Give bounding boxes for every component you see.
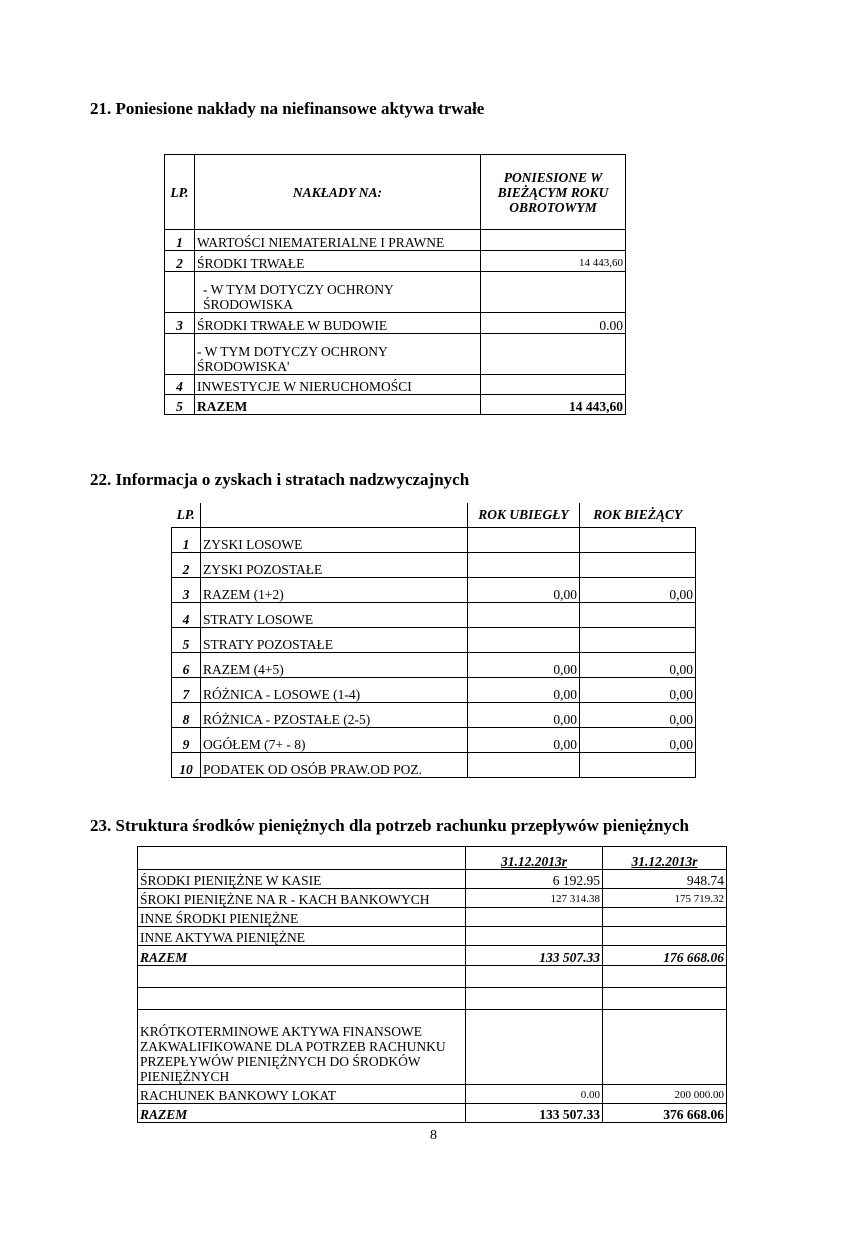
row-label: INNE ŚRODKI PIENIĘŻNE (138, 908, 466, 927)
cash-structure-table (137, 846, 727, 1123)
row-col2 (603, 908, 727, 927)
row-curr (580, 627, 696, 652)
table-row (172, 577, 696, 602)
section-21-title: 21. Poniesione nakłady na niefinansowe aktywa trwałe (90, 99, 485, 118)
total-row (165, 395, 626, 415)
row-lp: 1 (165, 230, 195, 251)
table-row (165, 334, 626, 375)
row-col1: 133 507.33 (466, 946, 603, 966)
row-lp: 10 (172, 752, 201, 777)
table-row (172, 727, 696, 752)
header-prev-year: ROK UBIEGŁY (468, 503, 580, 527)
row-prev: 0,00 (468, 702, 580, 727)
row-label: RÓŻNICA - PZOSTAŁE (2-5) (201, 702, 468, 727)
row-label: RAZEM (4+5) (201, 652, 468, 677)
header-naklady: NAKŁADY NA: (195, 155, 481, 230)
table-header-row (165, 155, 626, 230)
row-lp: 9 (172, 727, 201, 752)
row-prev: 0,00 (468, 652, 580, 677)
row-prev (468, 552, 580, 577)
row-value (481, 272, 626, 313)
row-label: RAZEM (138, 946, 466, 966)
row-lp: 5 (172, 627, 201, 652)
row-curr: 0,00 (580, 702, 696, 727)
row-curr (580, 552, 696, 577)
table-row (172, 602, 696, 627)
capex-table (164, 154, 626, 415)
row-lp: 2 (165, 251, 195, 272)
table-row (138, 889, 727, 908)
header-name (138, 847, 466, 870)
row-value (481, 230, 626, 251)
table-row (138, 908, 727, 927)
row-label: RACHUNEK BANKOWY LOKAT (138, 1085, 466, 1104)
row-lp: 4 (172, 602, 201, 627)
row-curr (580, 527, 696, 552)
row-lp: 1 (172, 527, 201, 552)
row-label: INNE AKTYWA PIENIĘŻNE (138, 927, 466, 946)
row-col2: 175 719.32 (603, 889, 727, 908)
table-row (172, 702, 696, 727)
table-row (138, 927, 727, 946)
table-row (165, 313, 626, 334)
row-lp (165, 334, 195, 375)
header-curr-year: ROK BIEŻĄCY (580, 503, 696, 527)
row-label: WARTOŚCI NIEMATERIALNE I PRAWNE (195, 230, 481, 251)
row-prev (468, 602, 580, 627)
table-row (138, 870, 727, 889)
table-row (165, 251, 626, 272)
row-lp: 7 (172, 677, 201, 702)
row-label: STRATY POZOSTAŁE (201, 627, 468, 652)
row-label (138, 988, 466, 1010)
table-row (165, 230, 626, 251)
row-prev (468, 527, 580, 552)
row-lp: 5 (165, 395, 195, 415)
row-value (481, 334, 626, 375)
row-value: 0.00 (481, 313, 626, 334)
row-col1: 127 314.38 (466, 889, 603, 908)
row-lp: 6 (172, 652, 201, 677)
row-label: ŚRODKI PIENIĘŻNE W KASIE (138, 870, 466, 889)
row-col2 (603, 966, 727, 988)
table-header-row (172, 503, 696, 527)
row-label: RAZEM (138, 1104, 466, 1123)
row-label: ZYSKI LOSOWE (201, 527, 468, 552)
table-row (138, 988, 727, 1010)
row-col2 (603, 1010, 727, 1085)
row-curr: 0,00 (580, 677, 696, 702)
row-col1: 133 507.33 (466, 1104, 603, 1123)
row-label: - W TYM DOTYCZY OCHRONY ŚRODOWISKA' (195, 334, 481, 375)
row-col1 (466, 1010, 603, 1085)
header-lp: LP. (165, 155, 195, 230)
row-curr (580, 602, 696, 627)
row-lp: 8 (172, 702, 201, 727)
row-lp: 3 (172, 577, 201, 602)
table-row (172, 652, 696, 677)
row-label: KRÓTKOTERMINOWE AKTYWA FINANSOWE ZAKWALIFIKOWANE DLA POTRZEB RACHUNKU PRZEPŁYWÓW PIENIĘŻNYCH DO ŚRODKÓW PIENIĘŻNYCH (138, 1010, 466, 1085)
table-row (138, 1085, 727, 1104)
row-col1: 0.00 (466, 1085, 603, 1104)
section-22-title: 22. Informacja o zyskach i stratach nadzwyczajnych (90, 470, 470, 489)
row-curr: 0,00 (580, 652, 696, 677)
table-row (165, 272, 626, 313)
table-row (172, 552, 696, 577)
row-col1: 6 192.95 (466, 870, 603, 889)
row-label (138, 966, 466, 988)
row-col2: 200 000.00 (603, 1085, 727, 1104)
row-value (481, 375, 626, 395)
row-value: 14 443,60 (481, 251, 626, 272)
row-curr: 0,00 (580, 577, 696, 602)
row-label: RAZEM (1+2) (201, 577, 468, 602)
row-col1 (466, 966, 603, 988)
row-label: ŚRODKI TRWAŁE W BUDOWIE (195, 313, 481, 334)
row-label: ŚROKI PIENIĘŻNE NA R - KACH BANKOWYCH (138, 889, 466, 908)
row-value: 14 443,60 (481, 395, 626, 415)
header-poniesione: PONIESIONE W BIEŻĄCYM ROKU OBROTOWYM (481, 155, 626, 230)
header-col2: 31.12.2013r (603, 847, 727, 870)
row-label: ZYSKI POZOSTAŁE (201, 552, 468, 577)
row-lp (165, 272, 195, 313)
row-prev (468, 752, 580, 777)
table-row (138, 1010, 727, 1085)
row-prev: 0,00 (468, 577, 580, 602)
section-23-title: 23. Struktura środków pieniężnych dla potrzeb rachunku przepływów pieniężnych (90, 816, 689, 835)
table-row (172, 677, 696, 702)
table-row (172, 627, 696, 652)
row-label: PODATEK OD OSÓB PRAW.OD POZ. (201, 752, 468, 777)
row-label: STRATY LOSOWE (201, 602, 468, 627)
extraordinary-table (171, 503, 696, 778)
row-col2 (603, 988, 727, 1010)
table-row (138, 966, 727, 988)
row-col2: 176 668.06 (603, 946, 727, 966)
row-lp: 2 (172, 552, 201, 577)
row-curr: 0,00 (580, 727, 696, 752)
row-col1 (466, 988, 603, 1010)
row-col1 (466, 927, 603, 946)
row-lp: 3 (165, 313, 195, 334)
table-row (172, 752, 696, 777)
page-number: 8 (430, 1128, 437, 1143)
row-label: OGÓŁEM (7+ - 8) (201, 727, 468, 752)
row-label: RAZEM (195, 395, 481, 415)
header-lp: LP. (172, 503, 201, 527)
total-row (138, 946, 727, 966)
header-name (201, 503, 468, 527)
table-header-row (138, 847, 727, 870)
row-label: ŚRODKI TRWAŁE (195, 251, 481, 272)
table-row (165, 375, 626, 395)
table-row (172, 527, 696, 552)
row-curr (580, 752, 696, 777)
row-label: RÓŻNICA - LOSOWE (1-4) (201, 677, 468, 702)
row-prev (468, 627, 580, 652)
row-col2: 948.74 (603, 870, 727, 889)
row-col2 (603, 927, 727, 946)
row-prev: 0,00 (468, 727, 580, 752)
row-label: - W TYM DOTYCZY OCHRONY ŚRODOWISKA (195, 272, 481, 313)
row-prev: 0,00 (468, 677, 580, 702)
row-label: INWESTYCJE W NIERUCHOMOŚCI (195, 375, 481, 395)
row-col1 (466, 908, 603, 927)
row-lp: 4 (165, 375, 195, 395)
header-col1: 31.12.2013r (466, 847, 603, 870)
row-col2: 376 668.06 (603, 1104, 727, 1123)
total-row (138, 1104, 727, 1123)
